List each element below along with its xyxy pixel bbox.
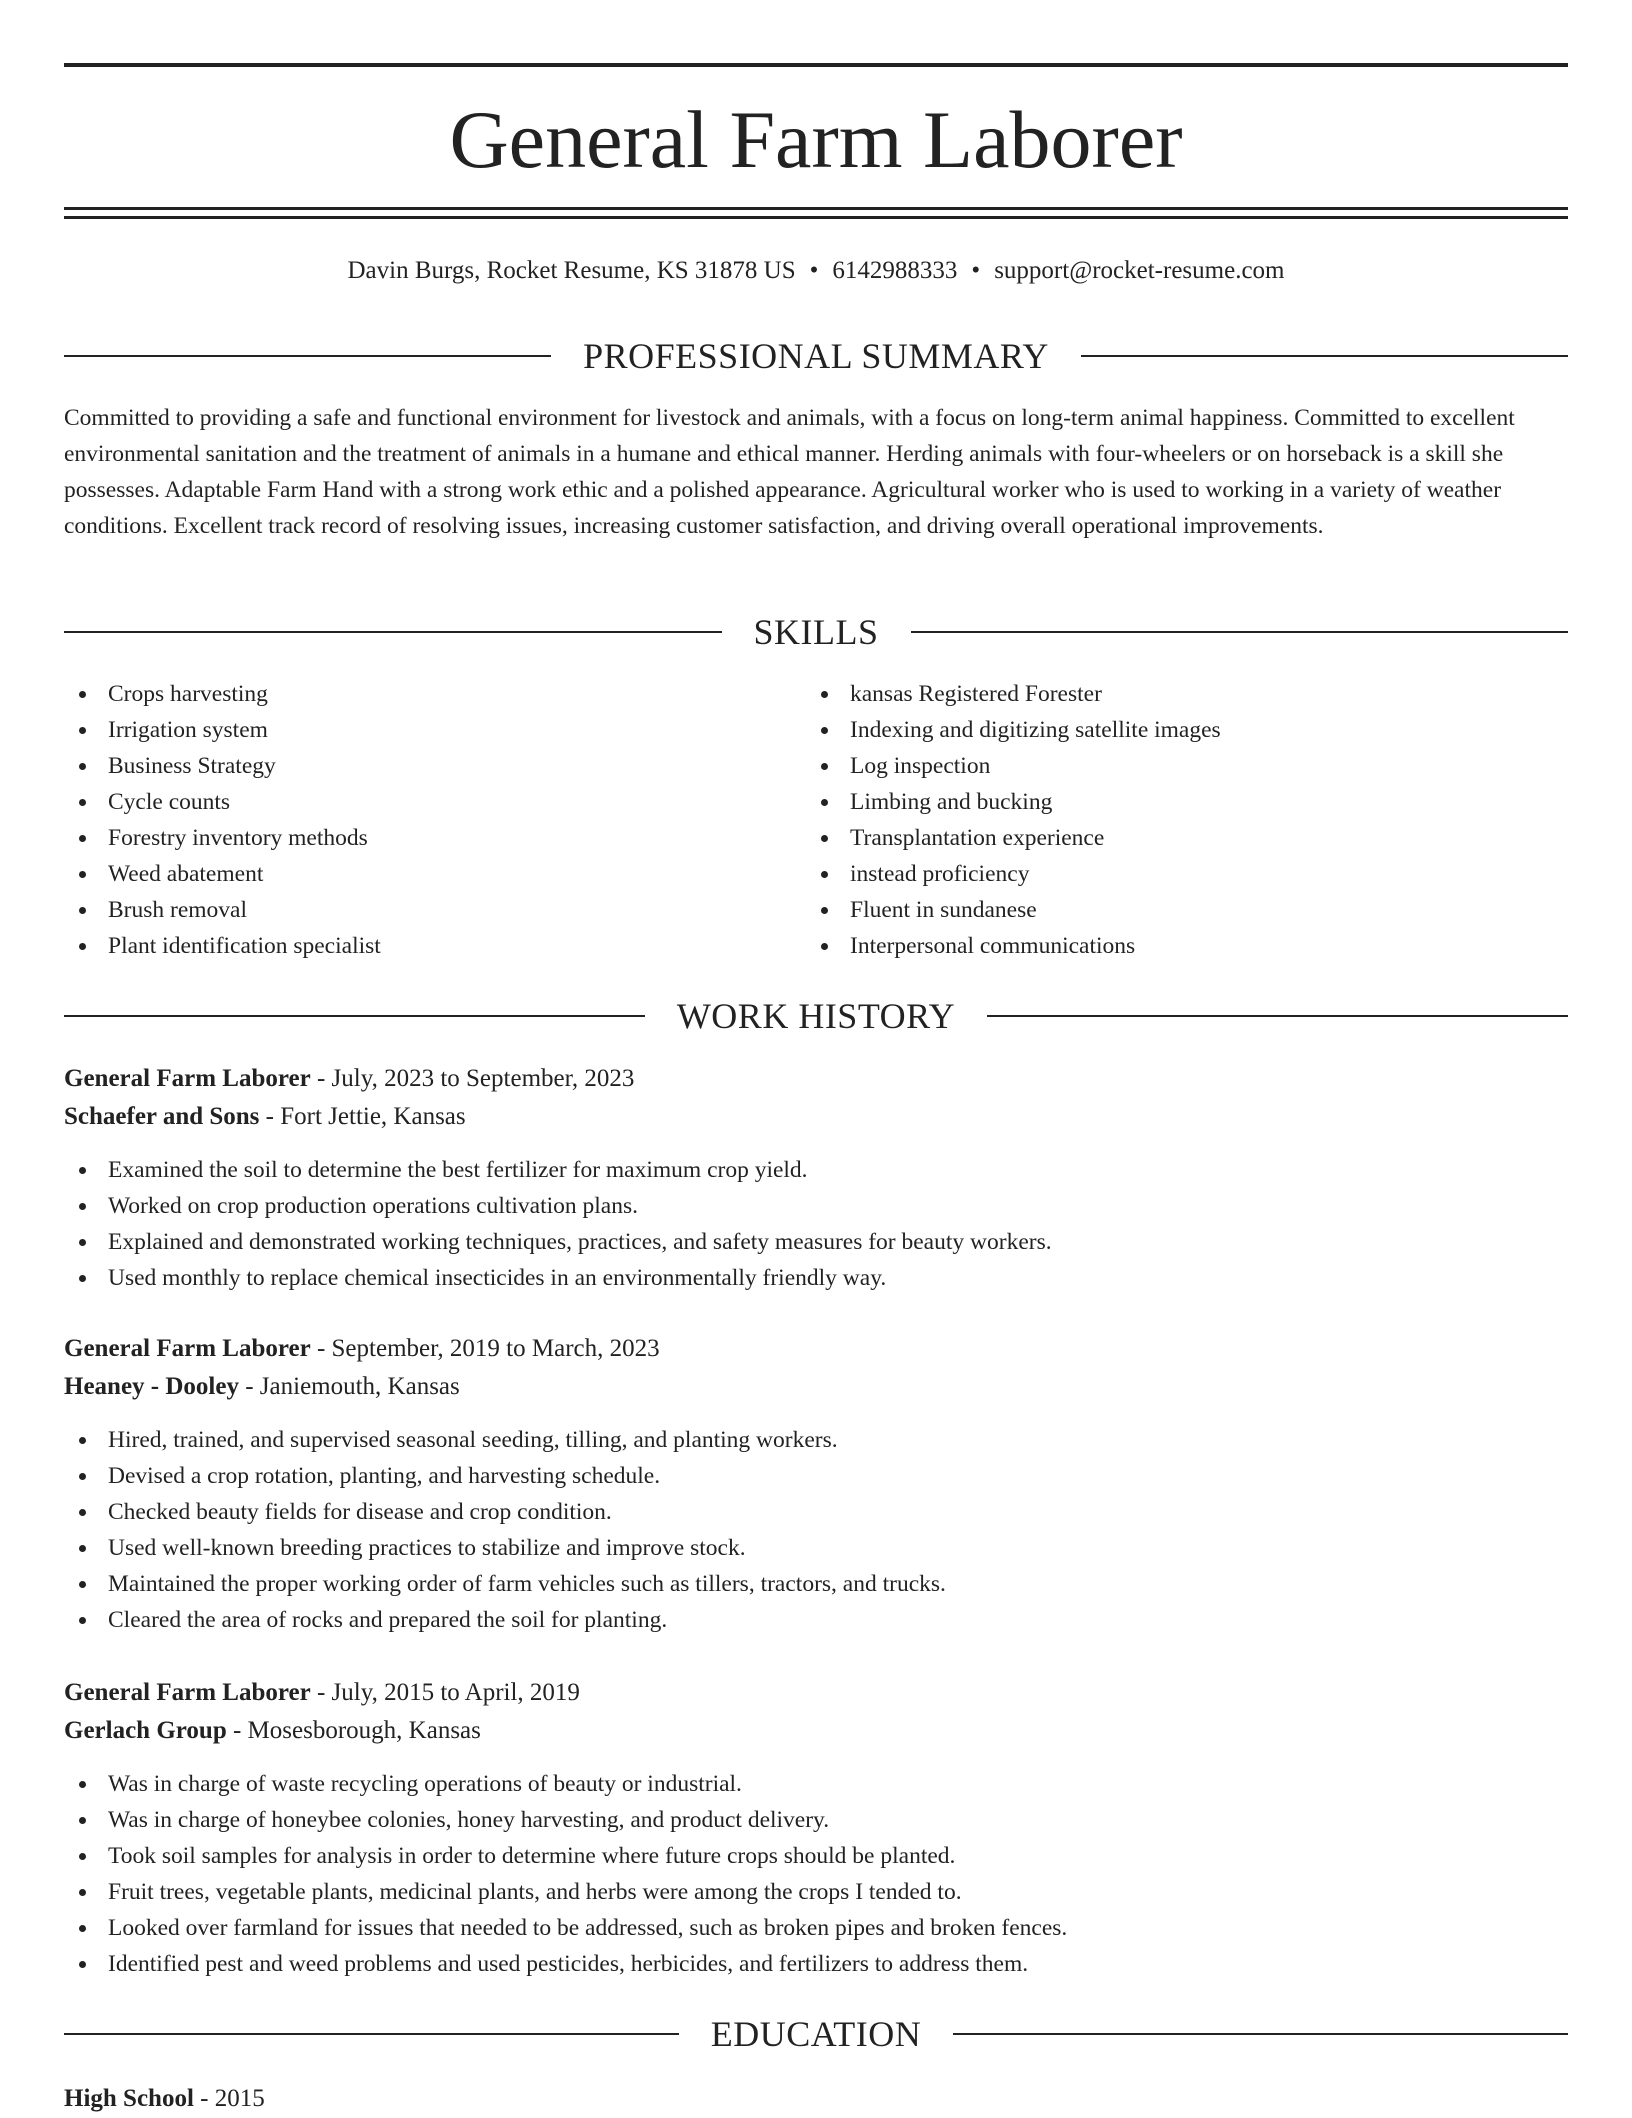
divider [1081, 355, 1568, 357]
divider [64, 1015, 645, 1017]
divider [911, 631, 1569, 633]
divider [64, 631, 722, 633]
job-location: - Fort Jettie, Kansas [265, 1103, 466, 1130]
section-header-skills [64, 610, 1568, 654]
education-degree: High School [64, 2085, 194, 2112]
skill-item: Plant identification specialist [64, 928, 764, 964]
job-dates: - September, 2019 to March, 2023 [316, 1335, 660, 1362]
job-location: - Mosesborough, Kansas [232, 1717, 481, 1744]
job-dates: - July, 2015 to April, 2019 [316, 1679, 580, 1706]
job-bullet: Examined the soil to determine the best fertilizer for maximum crop yield. [64, 1152, 1568, 1188]
job-bullet: Used well-known breeding practices to stabilize and improve stock. [64, 1530, 1568, 1566]
divider [64, 355, 551, 357]
contact-separator: • [809, 257, 819, 284]
section-header-summary [64, 334, 1568, 378]
job-bullet: Used monthly to replace chemical insecticides in an environmentally friendly way. [64, 1260, 1568, 1296]
summary-text: Committed to providing a safe and functional environment for livestock and animals, with a focus on long-term animal happiness. Committed to excellent environmental sanitation and the treatment of animals in a humane and ethical manner. Herding animals with four-wheelers or on horseback is a skill she possesses. Adaptable Farm Hand with a strong work ethic and a polished appearance. Agricultural worker who is used to working in a variety of weather conditions. Excellent track record of resolving issues, increasing customer satisfaction, and driving overall operational improvements. [64, 405, 1515, 539]
divider [953, 2033, 1568, 2035]
contact-separator: • [971, 257, 981, 284]
job-bullet: Was in charge of honeybee colonies, honey harvesting, and product delivery. [64, 1802, 1568, 1838]
job-bullets [64, 1422, 1568, 1638]
job-company-line [64, 1712, 1568, 1750]
job-bullet: Hired, trained, and supervised seasonal seeding, tilling, and planting workers. [64, 1422, 1568, 1458]
job-title-line [64, 1060, 1568, 1098]
skill-item: Business Strategy [64, 748, 764, 784]
education-year: - 2015 [200, 2085, 265, 2112]
skill-item: Interpersonal communications [806, 928, 1506, 964]
contact-line [64, 254, 1568, 288]
skill-item: Crops harvesting [64, 676, 764, 712]
divider [987, 1015, 1568, 1017]
job-bullet: Worked on crop production operations cultivation plans. [64, 1188, 1568, 1224]
job-title: General Farm Laborer [64, 1335, 311, 1362]
skills-list-right [806, 676, 1506, 964]
job-entry [64, 1060, 1568, 1296]
job-title-line [64, 1330, 1568, 1368]
section-title: EDUCATION [710, 2014, 922, 2054]
job-bullet: Was in charge of waste recycling operations of beauty or industrial. [64, 1766, 1568, 1802]
job-company: Schaefer and Sons [64, 1103, 260, 1130]
job-bullet: Maintained the proper working order of farm vehicles such as tillers, tractors, and trucks. [64, 1566, 1568, 1602]
job-bullet: Checked beauty fields for disease and crop condition. [64, 1494, 1568, 1530]
contact-email[interactable]: support@rocket-resume.com [994, 257, 1285, 284]
skill-item: instead proficiency [806, 856, 1506, 892]
resume-title: General Farm Laborer [449, 94, 1183, 185]
job-bullets [64, 1766, 1568, 1982]
skill-item: Brush removal [64, 892, 764, 928]
skill-item: Cycle counts [64, 784, 764, 820]
skill-item: kansas Registered Forester [806, 676, 1506, 712]
title-rule-upper [64, 207, 1568, 210]
job-company-line [64, 1368, 1568, 1406]
contact-phone: 6142988333 [832, 257, 958, 284]
skill-item: Indexing and digitizing satellite images [806, 712, 1506, 748]
skill-item: Limbing and bucking [806, 784, 1506, 820]
job-location: - Janiemouth, Kansas [245, 1373, 460, 1400]
section-header-work [64, 994, 1568, 1038]
skill-item: Weed abatement [64, 856, 764, 892]
job-entry [64, 1674, 1568, 1982]
skill-item: Log inspection [806, 748, 1506, 784]
job-bullet: Took soil samples for analysis in order to determine where future crops should be planted. [64, 1838, 1568, 1874]
job-title: General Farm Laborer [64, 1065, 311, 1092]
divider [64, 2033, 679, 2035]
job-title-line [64, 1674, 1568, 1712]
job-bullet: Fruit trees, vegetable plants, medicinal plants, and herbs were among the crops I tended to. [64, 1874, 1568, 1910]
job-title: General Farm Laborer [64, 1679, 311, 1706]
section-title: WORK HISTORY [676, 996, 956, 1036]
job-dates: - July, 2023 to September, 2023 [316, 1065, 635, 1092]
job-entry [64, 1330, 1568, 1638]
job-bullet: Explained and demonstrated working techniques, practices, and safety measures for beauty workers. [64, 1224, 1568, 1260]
job-bullets [64, 1152, 1568, 1296]
job-company: Heaney - Dooley [64, 1373, 239, 1400]
job-bullet: Devised a crop rotation, planting, and harvesting schedule. [64, 1458, 1568, 1494]
contact-address: Davin Burgs, Rocket Resume, KS 31878 US [347, 257, 796, 284]
job-company: Gerlach Group [64, 1717, 227, 1744]
skill-item: Irrigation system [64, 712, 764, 748]
title-rule-lower [64, 216, 1568, 219]
job-bullet: Looked over farmland for issues that needed to be addressed, such as broken pipes and broken fences. [64, 1910, 1568, 1946]
section-title: SKILLS [753, 612, 879, 652]
top-rule [64, 63, 1568, 67]
skill-item: Fluent in sundanese [806, 892, 1506, 928]
education-entry [64, 2080, 265, 2118]
skills-list-left [64, 676, 764, 964]
job-company-line [64, 1098, 1568, 1136]
section-title: PROFESSIONAL SUMMARY [583, 336, 1049, 376]
section-header-education [64, 2012, 1568, 2056]
skill-item: Forestry inventory methods [64, 820, 764, 856]
skill-item: Transplantation experience [806, 820, 1506, 856]
job-bullet: Identified pest and weed problems and used pesticides, herbicides, and fertilizers to address them. [64, 1946, 1568, 1982]
job-bullet: Cleared the area of rocks and prepared the soil for planting. [64, 1602, 1568, 1638]
